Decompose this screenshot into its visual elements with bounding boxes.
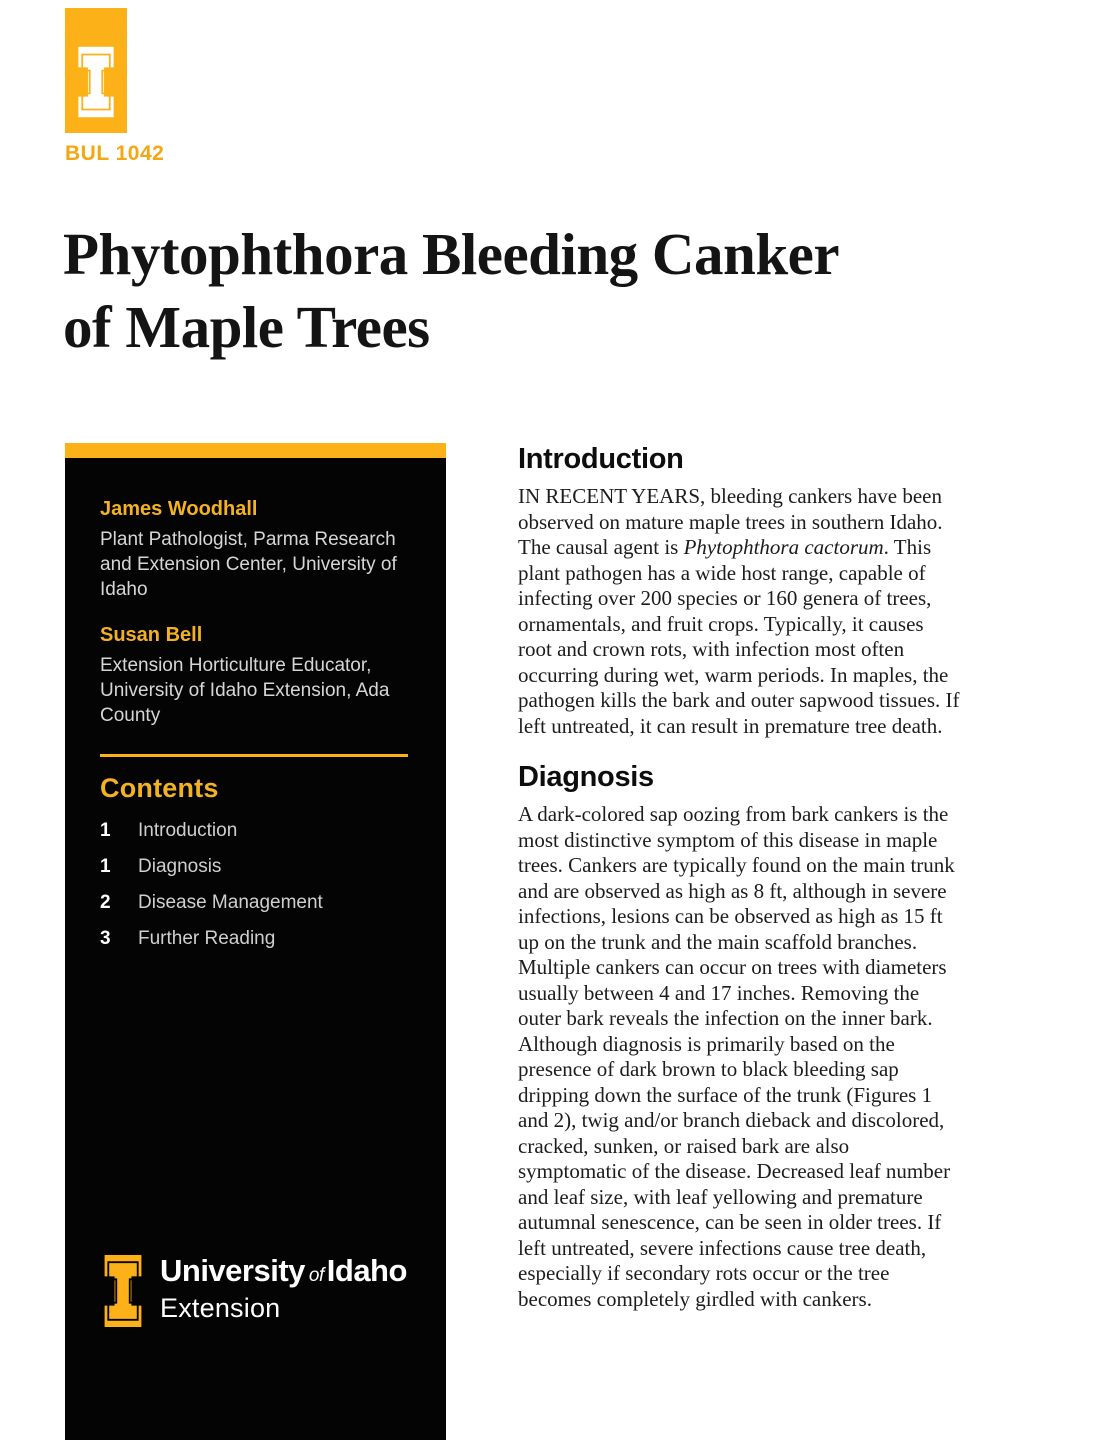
- toc-page-number: 2: [100, 892, 111, 913]
- author-1-name: James Woodhall: [100, 498, 258, 520]
- page-title-line2: of Maple Trees: [63, 294, 430, 360]
- introduction-paragraph: [518, 484, 961, 739]
- pathogen-latin-name: Phytophthora cactorum: [683, 535, 884, 559]
- author-2: [100, 624, 408, 728]
- toc-label: Further Reading: [138, 928, 276, 949]
- sidebar-gold-bar: [65, 443, 446, 458]
- toc-page-number: 1: [100, 856, 111, 877]
- toc-item-diagnosis: [100, 856, 408, 878]
- wordmark-university: University: [160, 1253, 305, 1288]
- article-body: [518, 443, 961, 1312]
- wordmark-idaho: Idaho: [326, 1253, 407, 1288]
- toc-label: Disease Management: [138, 892, 323, 913]
- page-title: [63, 218, 1043, 364]
- author-1: [100, 498, 408, 602]
- logo-wordmark: [160, 1247, 407, 1324]
- toc-item-introduction: [100, 820, 408, 842]
- page-title-line1: Phytophthora Bleeding Canker: [63, 221, 840, 287]
- sidebar: [65, 443, 446, 1440]
- university-of-idaho-extension-logo: [100, 1247, 407, 1340]
- diagnosis-heading: Diagnosis: [518, 761, 654, 793]
- introduction-text-pre: IN RECENT YEARS, bleeding cankers have been observed on mature maple trees in southern Idaho. The causal agent is: [518, 484, 943, 559]
- wordmark-of: of: [308, 1265, 324, 1286]
- toc-item-disease-management: [100, 892, 408, 914]
- toc-label: Introduction: [138, 820, 238, 841]
- author-2-affiliation: Extension Horticulture Educator, University of Idaho Extension, Ada County: [100, 655, 390, 726]
- introduction-heading: Introduction: [518, 443, 684, 475]
- block-i-icon: [73, 42, 119, 127]
- toc-page-number: 3: [100, 928, 111, 949]
- contents-heading: Contents: [100, 773, 219, 803]
- bulletin-number: BUL 1042: [65, 142, 165, 165]
- block-i-icon: [100, 1247, 146, 1340]
- contents-divider: [100, 754, 408, 757]
- university-of-idaho-logo: [65, 8, 127, 133]
- introduction-text-post: . This plant pathogen has a wide host range, capable of infecting over 200 species or 160 genera of trees, ornamentals, and fruit crops. Typically, it causes root and crown rots, with infection most often occurring during wet, warm periods. In maples, the pathogen kills the bark and outer sapwood tissues. If left untreated, it can result in premature tree death.: [518, 535, 960, 738]
- toc-label: Diagnosis: [138, 856, 222, 877]
- author-1-affiliation: Plant Pathologist, Parma Research and Extension Center, University of Idaho: [100, 529, 397, 600]
- toc-item-further-reading: [100, 928, 408, 950]
- wordmark-extension: Extension: [160, 1293, 281, 1323]
- toc-page-number: 1: [100, 820, 111, 841]
- author-2-name: Susan Bell: [100, 624, 203, 646]
- diagnosis-paragraph: A dark-colored sap oozing from bark cankers is the most distinctive symptom of this disease in maple trees. Cankers are typically found on the main trunk and are observed as high as 8 ft, although in severe infections, lesions can be observed as high as 15 ft up on the trunk and the main scaffold branches. Multiple cankers can occur on trees with diameters usually between 4 and 17 inches. Removing the outer bark reveals the infection on the inner bark. Although diagnosis is primarily based on the presence of dark brown to black bleeding sap dripping down the surface of the trunk (Figures 1 and 2), twig and/or branch dieback and discolored, cracked, sunken, or raised bark are also symptomatic of the disease. Decreased leaf number and leaf size, with leaf yellowing and premature autumnal senescence, can be seen in older trees. If left untreated, severe infections cause tree death, especially if secondary rots occur or the tree becomes completely girdled with cankers.: [518, 802, 955, 1311]
